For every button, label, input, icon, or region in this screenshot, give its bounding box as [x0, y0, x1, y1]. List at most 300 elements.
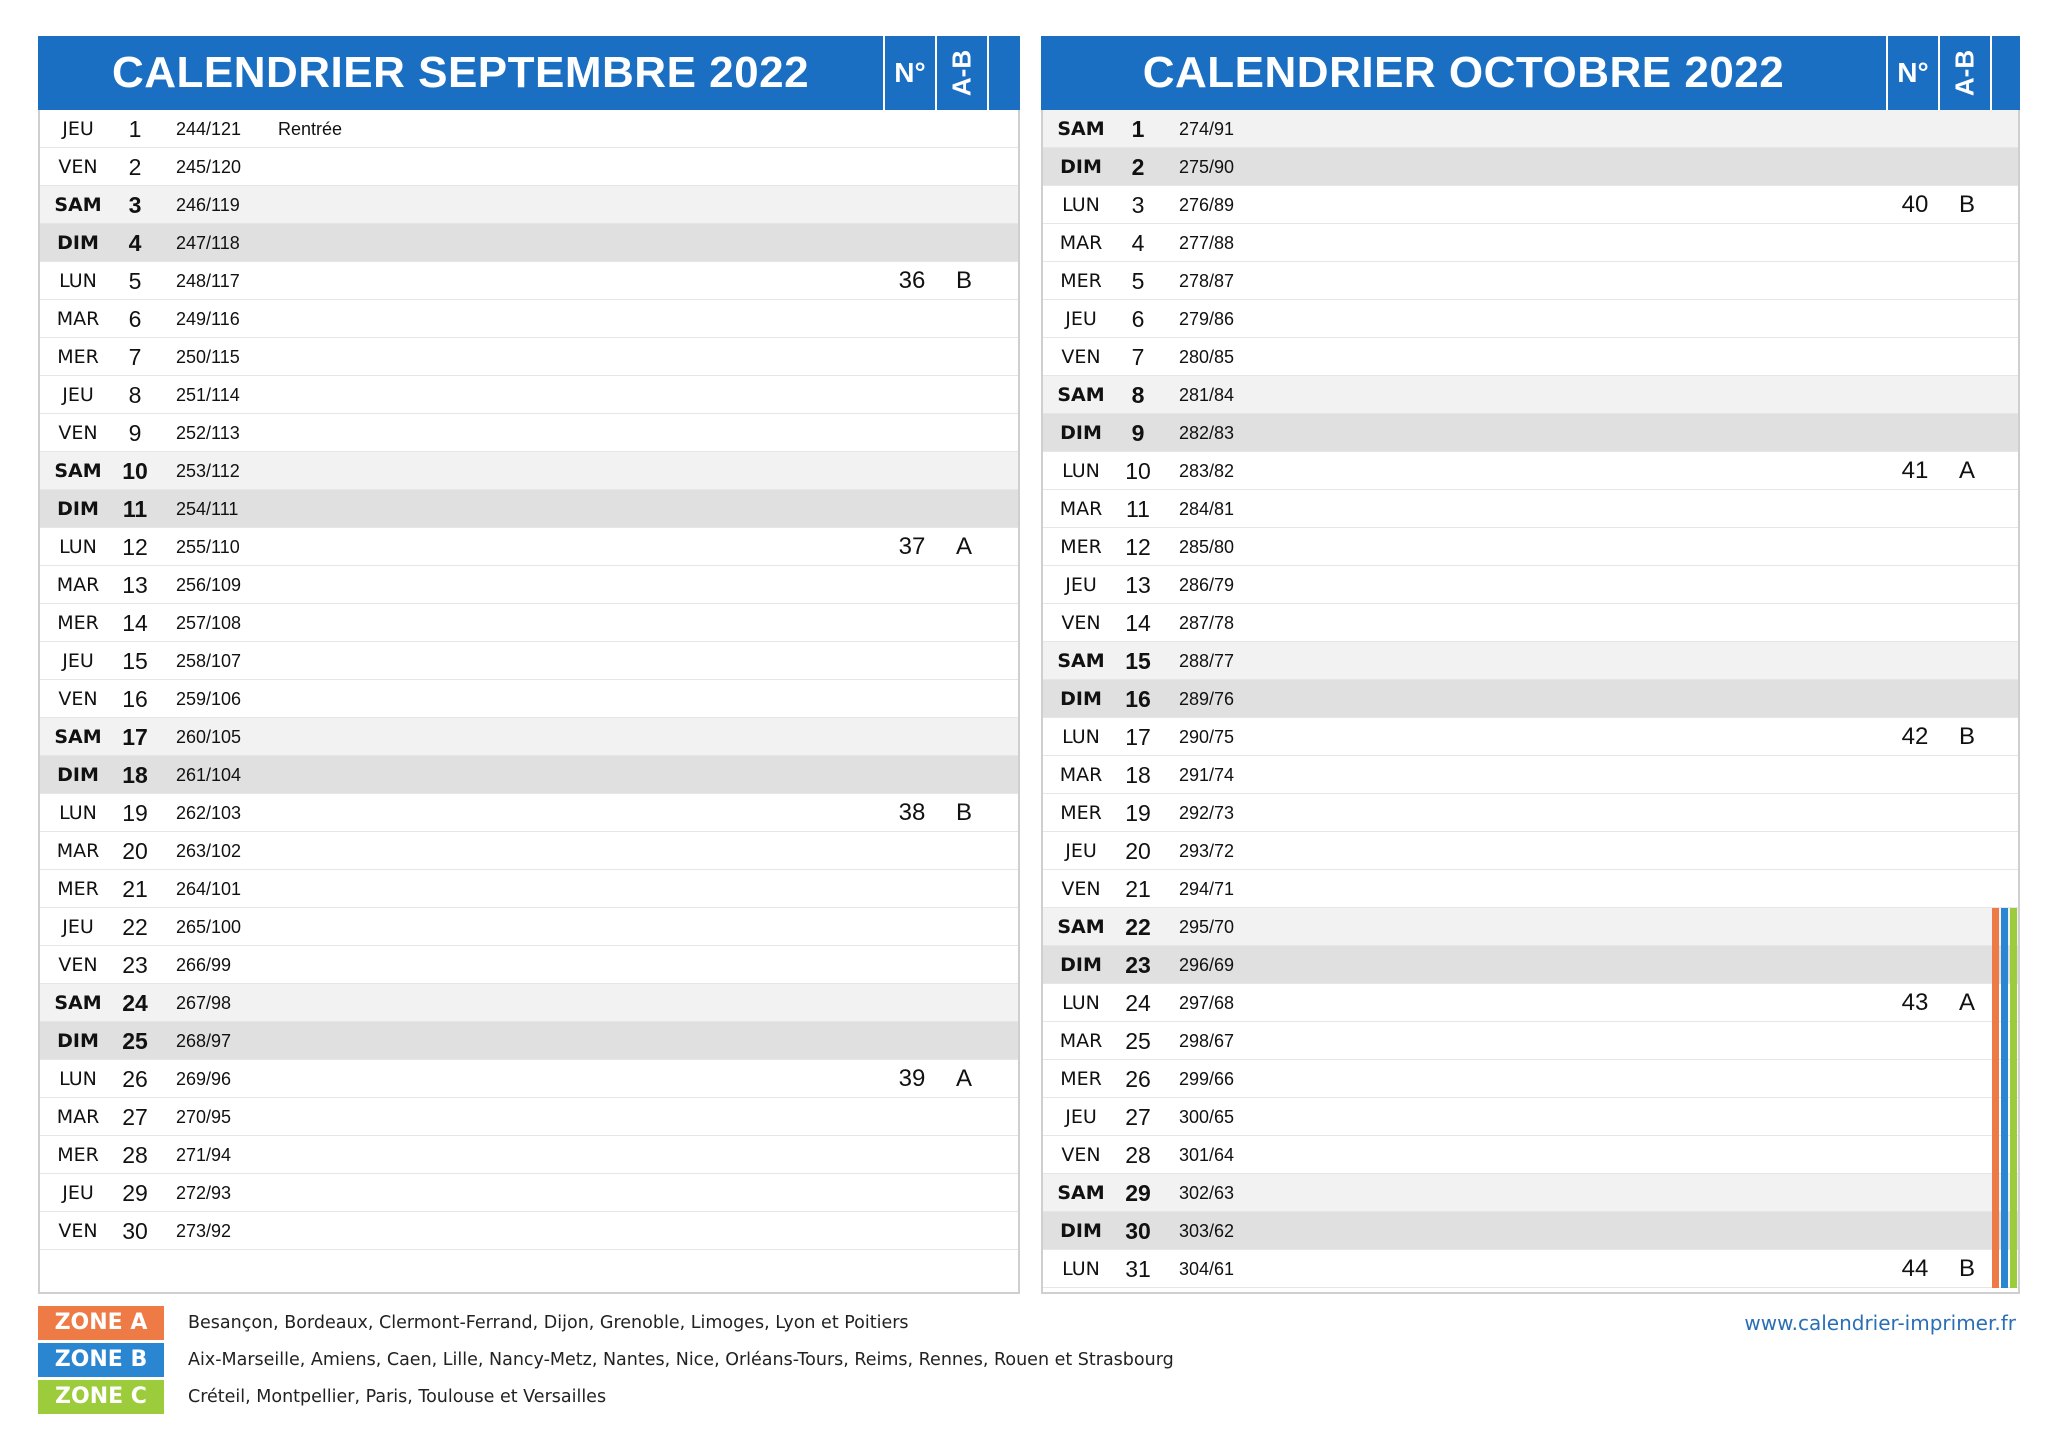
- day-of-year: 265/100: [176, 917, 242, 937]
- day-of-year: 246/119: [176, 195, 240, 215]
- zone-b-cities: Aix-Marseille, Amiens, Caen, Lille, Nancy-Metz, Nantes, Nice, Orléans-Tours, Reims, Rennes, Rouen et Strasbourg: [188, 1350, 1174, 1370]
- day-of-year: 288/77: [1179, 651, 1235, 671]
- day-number: 3: [1131, 192, 1145, 218]
- day-number: 5: [128, 268, 142, 294]
- day-number: 29: [122, 1180, 148, 1206]
- day-of-year: 264/101: [176, 879, 242, 899]
- day-of-year: 257/108: [176, 613, 242, 633]
- ab-week-letter: B: [955, 267, 972, 294]
- day-name: SAM: [54, 726, 102, 748]
- day-of-year: 258/107: [176, 651, 242, 671]
- day-row: [40, 110, 1018, 148]
- day-row: [40, 984, 1018, 1022]
- day-of-year: 290/75: [1179, 727, 1235, 747]
- day-number: 10: [1125, 458, 1151, 484]
- day-of-year: 250/115: [176, 347, 240, 367]
- day-row: [1043, 414, 2018, 452]
- day-number: 4: [1131, 230, 1145, 256]
- day-of-year: 300/65: [1179, 1107, 1235, 1127]
- calendar-september-title: CALENDRIER SEPTEMBRE 2022: [111, 48, 810, 97]
- zone-c-holiday-bar: [2010, 1250, 2017, 1288]
- day-name: MAR: [1059, 764, 1103, 786]
- ab-week-column-header: [937, 36, 987, 110]
- zone-a-holiday-bar: [1992, 946, 1999, 984]
- day-name: MAR: [56, 574, 100, 596]
- day-name: SAM: [1057, 1182, 1105, 1204]
- day-name: MAR: [56, 840, 100, 862]
- day-number: 11: [1126, 496, 1150, 522]
- header-divider: [987, 36, 989, 110]
- day-name: VEN: [1061, 612, 1101, 634]
- zone-c-holiday-bar: [2010, 908, 2017, 946]
- day-row: [40, 148, 1018, 186]
- zone-a-holiday-bar: [1992, 1212, 1999, 1250]
- day-number: 10: [122, 458, 148, 484]
- day-number: 7: [128, 344, 142, 370]
- day-name: MER: [57, 878, 99, 900]
- ab-week-column-header-label: A-B: [1949, 49, 1980, 97]
- day-of-year: 286/79: [1179, 575, 1235, 595]
- day-row: [40, 1136, 1018, 1174]
- day-name: JEU: [62, 916, 94, 938]
- day-number: 2: [128, 154, 142, 180]
- zone-a-holiday-bar: [1992, 1060, 1999, 1098]
- zone-b-holiday-bar: [2001, 1212, 2008, 1250]
- day-row: [1043, 908, 2018, 946]
- day-of-year: 244/121: [176, 119, 242, 139]
- day-name: DIM: [57, 232, 99, 254]
- day-row: [1043, 186, 2018, 224]
- day-of-year: 296/69: [1179, 955, 1235, 975]
- day-name: SAM: [1057, 916, 1105, 938]
- day-name: MAR: [1059, 232, 1103, 254]
- day-of-year: 285/80: [1179, 537, 1235, 557]
- day-of-year: 279/86: [1179, 309, 1235, 329]
- day-name: JEU: [1065, 1106, 1097, 1128]
- day-row: [40, 528, 1018, 566]
- day-note: Rentrée: [278, 119, 343, 139]
- day-number: 14: [122, 610, 148, 636]
- day-row: [1043, 490, 2018, 528]
- day-row: [1043, 1060, 2018, 1098]
- day-number: 23: [1125, 952, 1151, 978]
- day-row: [1043, 870, 2018, 908]
- zone-a-holiday-bar: [1992, 1174, 1999, 1212]
- day-row: [40, 376, 1018, 414]
- week-number-column-header: N°: [1897, 57, 1929, 88]
- day-row: [40, 490, 1018, 528]
- day-name: JEU: [1065, 308, 1097, 330]
- day-name: LUN: [59, 1068, 97, 1090]
- day-number: 22: [122, 914, 148, 940]
- zone-b-holiday-bar: [2001, 908, 2008, 946]
- zone-b-holiday-bar: [2001, 1136, 2008, 1174]
- day-number: 24: [122, 990, 148, 1016]
- day-row: [1043, 680, 2018, 718]
- zone-c-holiday-bar: [2010, 1212, 2017, 1250]
- school-holiday-zones: [1992, 1098, 2018, 1136]
- day-number: 9: [128, 420, 142, 446]
- day-of-year: 267/98: [176, 993, 232, 1013]
- calendar-october: [1041, 36, 2020, 1294]
- day-name: LUN: [1062, 992, 1100, 1014]
- day-number: 1: [128, 116, 142, 142]
- zone-b-holiday-bar: [2001, 1060, 2008, 1098]
- day-row: [1043, 1136, 2018, 1174]
- day-of-year: 266/99: [176, 955, 232, 975]
- day-row: [40, 870, 1018, 908]
- day-row: [1043, 946, 2018, 984]
- calendar-september: [38, 36, 1020, 1294]
- day-number: 8: [128, 382, 142, 408]
- day-name: VEN: [1061, 346, 1101, 368]
- day-number: 15: [122, 648, 148, 674]
- day-of-year: 249/116: [176, 309, 240, 329]
- day-row: [1043, 984, 2018, 1022]
- week-number: 41: [1901, 457, 1929, 484]
- day-of-year: 282/83: [1179, 423, 1235, 443]
- day-name: MAR: [56, 308, 100, 330]
- website-link[interactable]: www.calendrier-imprimer.fr: [1744, 1311, 2016, 1335]
- day-name: JEU: [62, 384, 94, 406]
- day-of-year: 289/76: [1179, 689, 1235, 709]
- day-number: 16: [1125, 686, 1151, 712]
- day-name: SAM: [54, 194, 102, 216]
- day-number: 21: [122, 876, 148, 902]
- day-name: DIM: [1060, 1220, 1102, 1242]
- day-of-year: 255/110: [176, 537, 240, 557]
- day-number: 20: [122, 838, 148, 864]
- day-name: LUN: [1062, 194, 1100, 216]
- zone-b-holiday-bar: [2001, 1174, 2008, 1212]
- day-row: [1043, 1098, 2018, 1136]
- day-number: 9: [1131, 420, 1145, 446]
- day-row: [40, 832, 1018, 870]
- day-row: [40, 566, 1018, 604]
- school-holiday-zones: [1992, 908, 2018, 946]
- ab-week-letter: A: [955, 1065, 972, 1092]
- day-row: [40, 1212, 1018, 1250]
- day-of-year: 256/109: [176, 575, 242, 595]
- day-row: [40, 452, 1018, 490]
- day-name: LUN: [1062, 1258, 1100, 1280]
- zone-a-holiday-bar: [1992, 984, 1999, 1022]
- day-row: [40, 186, 1018, 224]
- day-of-year: 280/85: [1179, 347, 1235, 367]
- zone-c-holiday-bar: [2010, 946, 2017, 984]
- day-number: 16: [122, 686, 148, 712]
- day-number: 28: [122, 1142, 148, 1168]
- day-number: 8: [1131, 382, 1145, 408]
- day-row: [1043, 262, 2018, 300]
- day-name: VEN: [58, 954, 98, 976]
- day-row: [1043, 718, 2018, 756]
- zone-c-badge: ZONE C: [38, 1380, 164, 1414]
- zone-a-cities: Besançon, Bordeaux, Clermont-Ferrand, Dijon, Grenoble, Limoges, Lyon et Poitiers: [188, 1313, 909, 1333]
- calendar-september-body: [38, 110, 1020, 1294]
- day-of-year: 298/67: [1179, 1031, 1235, 1051]
- day-name: VEN: [1061, 878, 1101, 900]
- zone-b-holiday-bar: [2001, 1098, 2008, 1136]
- day-number: 1: [1131, 116, 1145, 142]
- day-name: LUN: [59, 802, 97, 824]
- day-name: MER: [57, 346, 99, 368]
- zone-c-cities: Créteil, Montpellier, Paris, Toulouse et Versailles: [188, 1387, 607, 1407]
- day-row: [40, 794, 1018, 832]
- day-row: [1043, 604, 2018, 642]
- day-of-year: 292/73: [1179, 803, 1235, 823]
- day-name: JEU: [62, 650, 94, 672]
- day-of-year: 251/114: [176, 385, 240, 405]
- school-holiday-zones: [1992, 1022, 2018, 1060]
- week-number: 38: [898, 799, 926, 826]
- day-row: [1043, 642, 2018, 680]
- zone-a-holiday-bar: [1992, 1022, 1999, 1060]
- day-of-year: 248/117: [176, 271, 240, 291]
- school-holiday-zones: [1992, 946, 2018, 984]
- zone-b-holiday-bar: [2001, 1250, 2008, 1288]
- day-name: MER: [1060, 536, 1102, 558]
- ab-week-letter: A: [1958, 989, 1975, 1016]
- day-row: [40, 338, 1018, 376]
- zone-a-badge: ZONE A: [38, 1306, 164, 1340]
- day-of-year: 270/95: [176, 1107, 232, 1127]
- day-row: [1043, 148, 2018, 186]
- zone-a-holiday-bar: [1992, 1136, 1999, 1174]
- day-row: [1043, 832, 2018, 870]
- day-name: JEU: [1065, 574, 1097, 596]
- day-row: [40, 414, 1018, 452]
- day-number: 14: [1125, 610, 1151, 636]
- day-number: 19: [1125, 800, 1151, 826]
- day-number: 3: [128, 192, 142, 218]
- day-number: 27: [1125, 1104, 1151, 1130]
- day-name: SAM: [1057, 384, 1105, 406]
- day-row: [1043, 452, 2018, 490]
- day-of-year: 295/70: [1179, 917, 1235, 937]
- day-number: 23: [122, 952, 148, 978]
- day-name: LUN: [1062, 726, 1100, 748]
- week-number-column-header: N°: [894, 57, 926, 88]
- day-number: 6: [1131, 306, 1145, 332]
- day-of-year: 301/64: [1179, 1145, 1235, 1165]
- day-name: DIM: [57, 764, 99, 786]
- calendar-october-body: [1041, 110, 2020, 1294]
- day-number: 25: [1125, 1028, 1151, 1054]
- ab-week-letter: B: [1958, 723, 1975, 750]
- ab-week-letter: B: [955, 799, 972, 826]
- zone-a-holiday-bar: [1992, 908, 1999, 946]
- day-of-year: 294/71: [1179, 879, 1235, 899]
- day-of-year: 263/102: [176, 841, 242, 861]
- day-of-year: 252/113: [176, 423, 240, 443]
- day-number: 29: [1125, 1180, 1151, 1206]
- zone-c-holiday-bar: [2010, 1136, 2017, 1174]
- day-number: 25: [122, 1028, 148, 1054]
- day-name: JEU: [62, 118, 94, 140]
- day-name: SAM: [1057, 650, 1105, 672]
- day-of-year: 268/97: [176, 1031, 232, 1051]
- day-name: SAM: [1057, 118, 1105, 140]
- week-number: 36: [898, 267, 926, 294]
- day-number: 13: [1125, 572, 1151, 598]
- calendar-september-header: [38, 36, 1020, 110]
- day-name: MAR: [1059, 498, 1103, 520]
- day-row: [1043, 794, 2018, 832]
- day-name: DIM: [1060, 422, 1102, 444]
- day-name: MER: [1060, 1068, 1102, 1090]
- day-name: JEU: [62, 1182, 94, 1204]
- zone-c-holiday-bar: [2010, 1098, 2017, 1136]
- day-name: DIM: [1060, 156, 1102, 178]
- day-name: DIM: [1060, 954, 1102, 976]
- day-of-year: 291/74: [1179, 765, 1235, 785]
- day-number: 6: [128, 306, 142, 332]
- day-row: [40, 224, 1018, 262]
- day-name: DIM: [57, 1030, 99, 1052]
- day-name: VEN: [58, 156, 98, 178]
- day-name: VEN: [58, 422, 98, 444]
- day-row: [40, 1098, 1018, 1136]
- school-holiday-zones: [1992, 1250, 2018, 1288]
- day-name: MAR: [1059, 1030, 1103, 1052]
- day-of-year: 273/92: [176, 1221, 232, 1241]
- day-row: [40, 642, 1018, 680]
- day-name: MER: [57, 612, 99, 634]
- zone-c-holiday-bar: [2010, 1060, 2017, 1098]
- day-name: MER: [57, 1144, 99, 1166]
- zone-a-holiday-bar: [1992, 1250, 1999, 1288]
- day-row: [1043, 566, 2018, 604]
- day-of-year: 253/112: [176, 461, 240, 481]
- day-row: [1043, 1212, 2018, 1250]
- day-number: 30: [122, 1218, 148, 1244]
- day-row: [40, 1022, 1018, 1060]
- day-row: [1043, 224, 2018, 262]
- day-number: 28: [1125, 1142, 1151, 1168]
- school-holiday-zones: [1992, 1136, 2018, 1174]
- day-number: 15: [1125, 648, 1151, 674]
- day-of-year: 299/66: [1179, 1069, 1235, 1089]
- day-number: 26: [122, 1066, 148, 1092]
- day-row: [1043, 1022, 2018, 1060]
- day-row: [1043, 1250, 2018, 1288]
- day-name: MAR: [56, 1106, 100, 1128]
- day-of-year: 293/72: [1179, 841, 1235, 861]
- calendar-october-header: [1041, 36, 2020, 110]
- day-name: VEN: [1061, 1144, 1101, 1166]
- day-name: LUN: [1062, 460, 1100, 482]
- header-divider: [1990, 36, 1992, 110]
- week-number: 37: [898, 533, 926, 560]
- day-row: [1043, 300, 2018, 338]
- school-holiday-zones: [1992, 1060, 2018, 1098]
- day-number: 5: [1131, 268, 1145, 294]
- day-name: MER: [1060, 802, 1102, 824]
- day-number: 30: [1125, 1218, 1151, 1244]
- day-number: 17: [122, 724, 148, 750]
- day-of-year: 262/103: [176, 803, 242, 823]
- day-of-year: 276/89: [1179, 195, 1235, 215]
- day-number: 21: [1125, 876, 1151, 902]
- day-row: [1043, 338, 2018, 376]
- day-row: [40, 680, 1018, 718]
- day-row: [40, 946, 1018, 984]
- day-of-year: 272/93: [176, 1183, 232, 1203]
- day-row: [1043, 756, 2018, 794]
- school-holiday-zones: [1992, 984, 2018, 1022]
- day-of-year: 269/96: [176, 1069, 232, 1089]
- day-name: SAM: [54, 460, 102, 482]
- day-number: 7: [1131, 344, 1145, 370]
- day-row: [1043, 110, 2018, 148]
- day-number: 26: [1125, 1066, 1151, 1092]
- day-name: LUN: [59, 536, 97, 558]
- zone-a-holiday-bar: [1992, 1098, 1999, 1136]
- zone-b-badge: ZONE B: [38, 1343, 164, 1377]
- day-number: 17: [1125, 724, 1151, 750]
- zone-b-holiday-bar: [2001, 946, 2008, 984]
- day-number: 24: [1125, 990, 1151, 1016]
- zone-b-holiday-bar: [2001, 984, 2008, 1022]
- day-name: SAM: [54, 992, 102, 1014]
- ab-week-letter: A: [1958, 457, 1975, 484]
- school-holiday-zones: [1992, 1174, 2018, 1212]
- day-row: [1043, 528, 2018, 566]
- ab-week-letter: B: [1958, 1255, 1975, 1282]
- day-number: 2: [1131, 154, 1145, 180]
- day-of-year: 261/104: [176, 765, 242, 785]
- day-of-year: 303/62: [1179, 1221, 1235, 1241]
- day-row: [40, 908, 1018, 946]
- day-of-year: 302/63: [1179, 1183, 1235, 1203]
- day-number: 22: [1125, 914, 1151, 940]
- day-row: [1043, 376, 2018, 414]
- day-of-year: 247/118: [176, 233, 240, 253]
- day-name: MER: [1060, 270, 1102, 292]
- school-holiday-zones: [1992, 1212, 2018, 1250]
- ab-week-column-header: [1940, 36, 1990, 110]
- day-of-year: 259/106: [176, 689, 242, 709]
- ab-week-letter: A: [955, 533, 972, 560]
- day-number: 20: [1125, 838, 1151, 864]
- day-row: [1043, 1174, 2018, 1212]
- day-of-year: 281/84: [1179, 385, 1235, 405]
- day-of-year: 297/68: [1179, 993, 1235, 1013]
- day-name: VEN: [58, 688, 98, 710]
- zone-c-holiday-bar: [2010, 1022, 2017, 1060]
- day-row: [40, 1174, 1018, 1212]
- day-of-year: 304/61: [1179, 1259, 1235, 1279]
- week-number: 44: [1901, 1255, 1929, 1282]
- day-of-year: 245/120: [176, 157, 242, 177]
- day-number: 12: [122, 534, 148, 560]
- day-number: 4: [128, 230, 142, 256]
- day-row: [40, 718, 1018, 756]
- week-number: 42: [1901, 723, 1929, 750]
- week-number: 40: [1901, 191, 1929, 218]
- calendar-october-title: CALENDRIER OCTOBRE 2022: [1142, 48, 1785, 97]
- week-number: 43: [1901, 989, 1929, 1016]
- day-of-year: 283/82: [1179, 461, 1235, 481]
- day-row: [40, 756, 1018, 794]
- day-number: 11: [122, 496, 148, 522]
- day-name: JEU: [1065, 840, 1097, 862]
- day-name: DIM: [57, 498, 99, 520]
- ab-week-column-header-label: A-B: [946, 49, 977, 97]
- day-row: [40, 1060, 1018, 1098]
- day-row: [40, 262, 1018, 300]
